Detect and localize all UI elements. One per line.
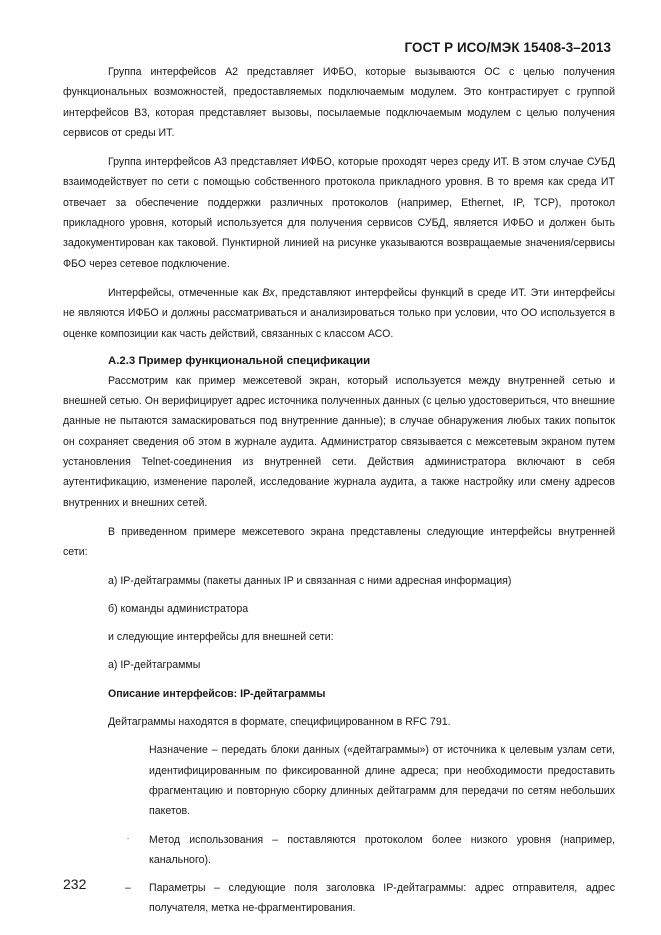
- line-ip-datagrams-external: а) IP-дейтаграммы: [108, 659, 201, 672]
- p3-after: , представляют интерфейсы функций в среде ИТ. Эти интерфейсы не являются ИФБО и должны рассматриваться и анализироваться только при условии, что ОО используется в оценке композиции как часть действий, связанных с классом АСО.: [63, 286, 615, 340]
- list-item: [63, 740, 615, 821]
- paragraph-rfc791: Дейтаграммы находятся в формате, специфицированном в RFC 791.: [108, 716, 451, 729]
- line-admin-commands: б) команды администратора: [108, 602, 249, 615]
- document-header: ГОСТ Р ИСО/МЭК 15408-3–2013: [404, 40, 611, 55]
- section-heading: А.2.3 Пример функциональной спецификации: [108, 354, 371, 367]
- list-marker: –: [125, 882, 131, 895]
- interface-properties-list: [63, 740, 615, 918]
- list-item-text: Метод использования – поставляются протоколом более низкого уровня (например, канального).: [149, 833, 615, 866]
- paragraph-a3-interfaces: Группа интерфейсов А3 представляет ИФБО, которые проходят через среду ИТ. В этом случае СУБД взаимодействует по сети с помощью собственного протокола прикладного уровня. В то время как среда ИТ отвечает за обеспечение поддержки различных протоколов (например, Ethernet, IP, TCP), протокол прикладного уровня, который используется для получения сервисов СУБД, является ИФБО и должен быть задокументирован как таковой. Пунктирной линией на рисунке указываются возвращаемые значения/сервисы ФБО через сетевое подключение.: [63, 156, 615, 270]
- p3-em: Bx: [262, 286, 275, 299]
- interface-description-heading: Описание интерфейсов: IP-дейтаграммы: [108, 687, 326, 700]
- paragraph-internal-interfaces: В приведенном примере межсетевого экрана представлены следующие интерфейсы внутренней сети:: [63, 525, 615, 559]
- line-ip-datagrams-internal: а) IP-дейтаграммы (пакеты данных IP и связанная с ними адресная информация): [108, 574, 512, 587]
- paragraph-firewall-example: Рассмотрим как пример межсетевой экран, который используется между внутренней сетью и внешней сетью. Он верифицирует адрес источника полученных данных (с целью удостовериться, что внешние данные не пытаются замаскироваться под внутренние данные); в случае обнаружения любых таких попыток он сохраняет сведения об этом в журнале аудита. Администратор связывается с межсетевым экраном путем установления Telnet-соединения из внутренней сети. Действия администратора включают в себя аутентификацию, изменение паролей, исследование журнала аудита, а также настройку или смену адресов внутренних и внешних сетей.: [63, 374, 615, 509]
- page-body: [63, 62, 615, 919]
- page-number: 232: [63, 876, 87, 892]
- list-item: [63, 878, 615, 919]
- paragraph-bx-interfaces: [63, 283, 615, 344]
- paragraph-a2-interfaces: Группа интерфейсов А2 представляет ИФБО, которые вызываются ОС с целью получения функциональных возможностей, предоставляемых подключаемым модулем. Это контрастирует с группой интерфейсов В3, которая представляет вызовы, посылаемые подключаемым модулем с целью получения сервисов от среды ИТ.: [63, 66, 615, 139]
- line-external-interfaces: и следующие интерфейсы для внешней сети:: [108, 631, 334, 644]
- list-item: [63, 830, 615, 871]
- p3-before: Интерфейсы, отмеченные как: [108, 286, 263, 299]
- list-marker: -: [126, 835, 130, 843]
- list-item-text: Параметры – следующие поля заголовка IP-дейтаграммы: адрес отправителя, адрес получателя, метка не-фрагментирования.: [149, 882, 615, 915]
- list-item-text: Назначение – передать блоки данных («дейтаграммы») от источника к целевым узлам сети, идентифицированным по фиксированной длине адреса; при необходимости предоставить фрагментацию и повторную сборку длинных дейтаграмм для передачи по сетям небольших пакетов.: [149, 744, 615, 818]
